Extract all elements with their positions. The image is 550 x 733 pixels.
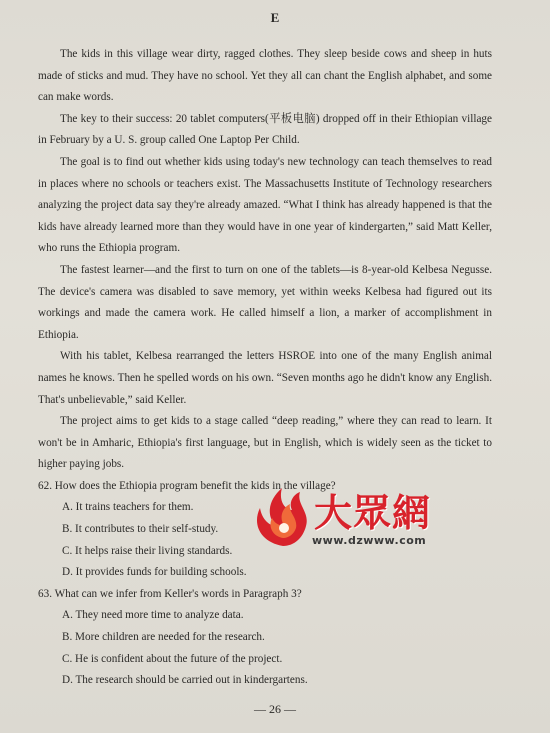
question-62-option-d: D. It provides funds for building schools. — [62, 566, 247, 579]
reading-passage — [38, 44, 492, 692]
question-63-option-a: A. They need more time to analyze data. — [62, 609, 244, 622]
question-63-stem: 63. What can we infer from Keller's words in Paragraph 3? — [38, 587, 302, 600]
passage-paragraph: The goal is to find out whether kids using today's new technology can teach themselves to read in places where no schools or teachers exist. The Massachusetts Institute of Technology researchers analyzing the project data say they're already amazed. “What I think has already happened is that the kids have already learned more than they would have in one year of kindergarten,” said Matt Keller, who runs the Ethiopia program. — [38, 155, 492, 255]
section-heading: E — [270, 10, 280, 25]
passage-paragraph: With his tablet, Kelbesa rearranged the letters HSROE into one of the many English animal names he knows. Then he spelled words on his own. “Seven months ago he didn't know any English. That's unbelievable,” said Keller. — [38, 350, 492, 406]
watermark-text: 大眾網 — [314, 491, 432, 535]
question-62-option-b: B. It contributes to their self-study. — [62, 523, 219, 536]
watermark-url: www.dzwww.com — [312, 534, 427, 547]
question-63-option-d: D. The research should be carried out in kindergartens. — [62, 674, 308, 687]
watermark-logo — [248, 478, 438, 558]
page-number: — 26 — — [254, 702, 296, 716]
question-63-option-c: C. He is confident about the future of the project. — [62, 652, 283, 665]
passage-paragraph: The project aims to get kids to a stage called “deep reading,” where they can read to learn. It won't be in Amharic, Ethiopia's first language, but in English, which is widely seen as the ticket to higher paying jobs. — [38, 415, 492, 471]
question-62-option-c: C. It helps raise their living standards. — [62, 544, 233, 557]
question-63-option-b: B. More children are needed for the research. — [62, 631, 265, 644]
passage-paragraph: The fastest learner—and the first to turn on one of the tablets—is 8-year-old Kelbesa Negusse. The device's camera was disabled to save memory, yet within weeks Kelbesa had figured out its workings and made the camera work. He called himself a lion, a marker of accomplishment in Ethiopia. — [38, 263, 492, 341]
passage-paragraph: The kids in this village wear dirty, ragged clothes. They sleep beside cows and sheep in huts made of sticks and mud. They have no school. Yet they all can chant the English alphabet, and some can make words. — [38, 48, 492, 104]
passage-paragraph: The key to their success: 20 tablet computers(平板电脑) dropped off in their Ethiopian village in February by a U. S. group called One Laptop Per Child. — [38, 112, 492, 147]
question-62-option-a: A. It trains teachers for them. — [62, 501, 194, 514]
flame-logo-icon — [248, 480, 318, 550]
question-62-stem: 62. How does the Ethiopia program benefit the kids in the village? — [38, 479, 336, 492]
